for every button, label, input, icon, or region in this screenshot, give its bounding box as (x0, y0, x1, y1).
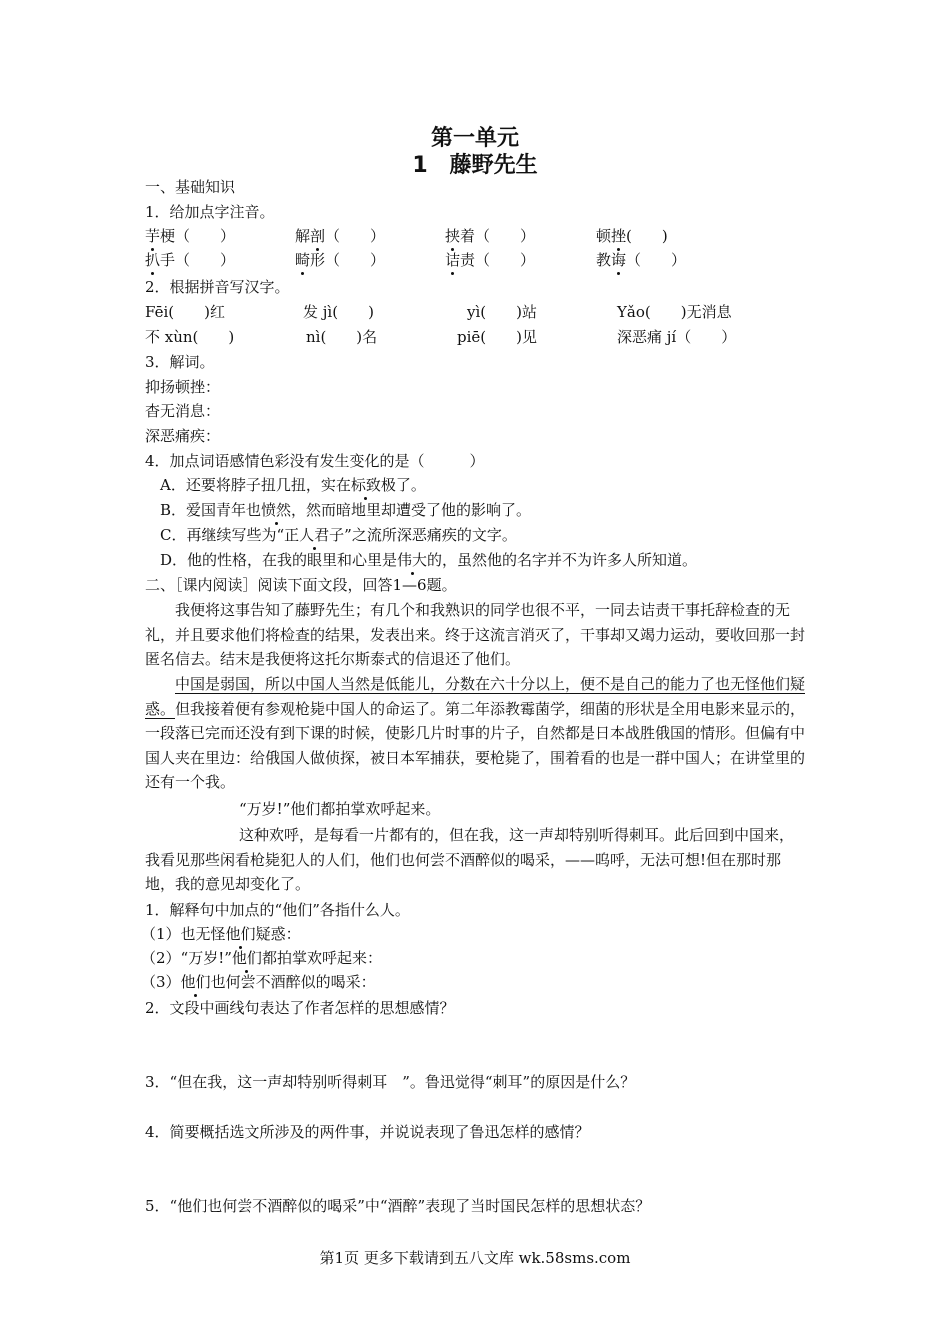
hanzi-item: yì( )站 (467, 303, 537, 321)
reading-question-3: 3．“但在我，这一声却特别听得刺耳 ”。鲁迅觉得“刺耳”的原因是什么？ (145, 1073, 636, 1091)
pinyin-item: 解剖（ ） (295, 227, 386, 245)
question-2-label: 2．根据拼音写汉字。 (145, 278, 290, 296)
passage-paragraph-3: “万岁!”他们都拍掌欢呼起来。 (239, 800, 441, 818)
question-3-label: 3．解词。 (145, 353, 215, 371)
hanzi-item: 不 xùn( ) (145, 328, 235, 346)
unit-title: 第一单元 (430, 126, 519, 151)
hanzi-item: 深恶痛 jí（ ） (617, 328, 737, 346)
pinyin-item: 挟着（ ） (445, 227, 536, 245)
question-4-label: 4．加点词语感情色彩没有发生变化的是（ ） (145, 452, 485, 470)
passage-paragraph-1: 我便将这事告知了藤野先生；有几个和我熟识的同学也很不平，一同去诘责干事托辞检查的无礼，并且要求他们将检查的结果，发表出来。终于这流言消灭了，干事却又竭力运动，要收回那一封匿名信去。结末是我便将这托尔斯泰式的信退还了他们。 (145, 601, 806, 668)
option-b: B．爱国青年也愤然，然而暗地里却遭受了他的影响了。 (160, 501, 532, 519)
hanzi-item: Fēi( )红 (145, 303, 225, 321)
reading-question-4: 4．简要概括选文所涉及的两件事，并说说表现了鲁迅怎样的感情？ (145, 1123, 590, 1141)
pinyin-item: 芋梗（ ） (145, 227, 236, 245)
page-footer: 第1页 更多下载请到五八文库 wk.58sms.com (319, 1249, 631, 1267)
passage-paragraph-4: 这种欢呼，是每看一片都有的，但在我，这一声却特别听得刺耳。此后回到中国来，我看见那些闲看枪毙犯人的人们，他们也何尝不酒醉似的喝采，——呜呼，无法可想!但在那时那地，我的意见却变化了。 (145, 826, 795, 893)
pinyin-item: 诘责（ ） (445, 251, 536, 269)
hanzi-item: nì( )名 (306, 328, 378, 346)
reading-question-1: 1．解释句中加点的“他们”各指什么人。 (145, 901, 410, 919)
hanzi-item: 发 jì( ) (303, 303, 374, 321)
reading-question-1-2: （2）“万岁!”他们都拍掌欢呼起来： (141, 949, 382, 967)
pinyin-item: 畸形（ ） (295, 251, 386, 269)
vocab-item: 抑扬顿挫： (145, 378, 221, 396)
question-1-label: 1．给加点字注音。 (145, 203, 275, 221)
reading-question-1-3: （3）他们也何尝不酒醉似的喝采： (141, 973, 376, 991)
passage-paragraph-2: 中国是弱国，所以中国人当然是低能儿，分数在六十分以上，便不是自己的能力了也无怪他们疑惑。但我接着便有参观枪毙中国人的命运了。第二年添教霉菌学，细菌的形状是全用电影来显示的，一段落已完而还没有到下课的时候，使影几片时事的片子，自然都是日本战胜俄国的情形。但偏有中国人夹在里边：给俄国人做侦探，被日本军捕获，要枪毙了，围着看的也是一群中国人；在讲堂里的还有一个我。 (145, 675, 806, 791)
underlined-sentence: 中国是弱国，所以中国人当然是低能儿，分数在六十分以上，便不是自己的能力了也无怪他们疑惑。 (145, 675, 806, 718)
vocab-item: 深恶痛疾： (145, 427, 221, 445)
reading-question-1-1: （1）也无怪他们疑惑： (141, 925, 301, 943)
lesson-title: 1 藤野先生 (412, 153, 538, 178)
hanzi-item: Yǎo( )无消息 (617, 303, 732, 321)
section-two-heading: 二、［课内阅读］阅读下面文段，回答1—6题。 (145, 576, 457, 594)
vocab-item: 杳无消息： (145, 402, 221, 420)
hanzi-item: piē( )见 (457, 328, 537, 346)
pinyin-item: 扒手（ ） (145, 251, 236, 269)
option-d: D．他的性格，在我的眼里和心里是伟大的，虽然他的名字并不为许多人所知道。 (160, 551, 698, 569)
reading-question-5: 5．“他们也何尝不酒醉似的喝采”中“酒醉”表现了当时国民怎样的思想状态？ (145, 1197, 651, 1215)
pinyin-item: 教诲（ ） (596, 251, 687, 269)
reading-question-2: 2．文段中画线句表达了作者怎样的思想感情？ (145, 999, 455, 1017)
option-c: C．再继续写些为“正人君子”之流所深恶痛疾的文字。 (160, 526, 517, 544)
option-a: A．还要将脖子扭几扭，实在标致极了。 (160, 476, 426, 494)
pinyin-item: 顿挫( ) (596, 227, 668, 245)
section-one-heading: 一、基础知识 (145, 178, 236, 196)
